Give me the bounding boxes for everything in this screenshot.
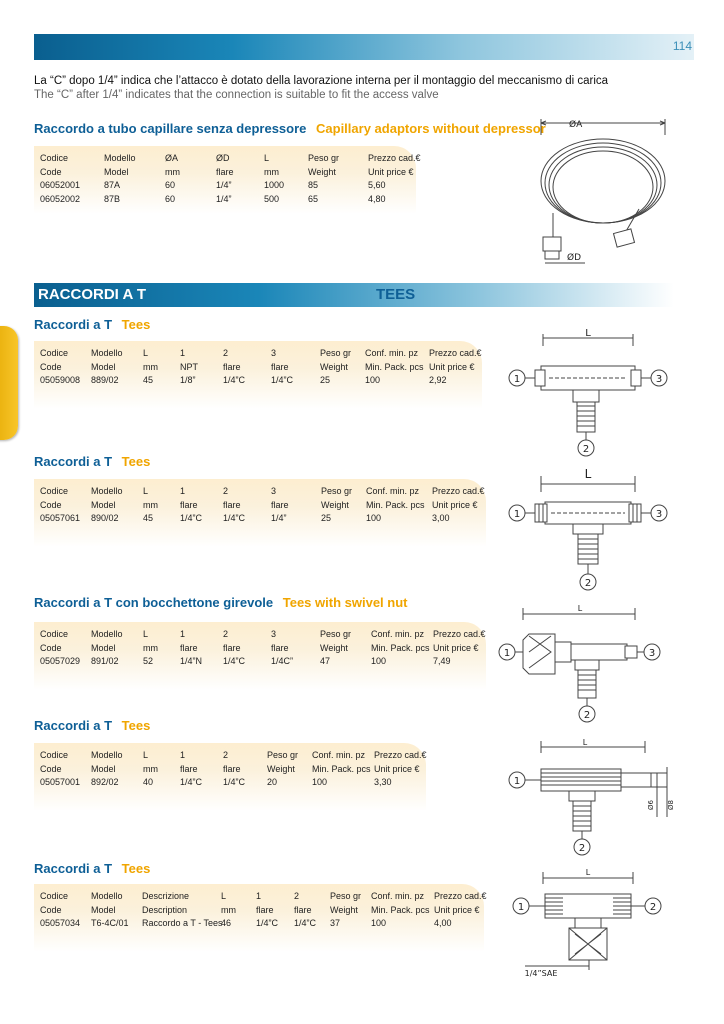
t1-title — [34, 317, 150, 332]
table-cell: Unit price € — [432, 499, 478, 510]
table-cell: Code — [40, 642, 62, 653]
table-cell: Model — [91, 642, 116, 653]
t2-title — [34, 454, 150, 469]
table-cell: L — [221, 891, 227, 901]
label-length: L — [585, 328, 591, 339]
table-cell: 46 — [221, 918, 232, 928]
table-cell: Description — [142, 904, 188, 915]
table-cell: 1 — [256, 891, 262, 901]
table-cell: 40 — [143, 777, 154, 787]
table-cell: 2 — [294, 891, 300, 901]
table-cell: 87A — [104, 180, 121, 190]
port-3-label: 3 — [655, 374, 663, 385]
table-cell: 3 — [271, 486, 277, 496]
table-cell: 500 — [264, 193, 280, 204]
t1-figure — [505, 326, 685, 460]
table-cell: 2 — [223, 348, 229, 358]
table-cell: L — [143, 348, 149, 358]
table-cell: Peso gr — [321, 486, 353, 496]
port-1-label: 1 — [503, 648, 511, 659]
port-2-label: 2 — [649, 902, 657, 913]
t3-title-en: Tees with swivel nut — [282, 595, 408, 610]
table-cell: 7,49 — [433, 656, 451, 666]
table-cell: Unit price € — [433, 642, 479, 653]
table-cell: Model — [91, 499, 116, 510]
table-cell: 65 — [308, 193, 319, 204]
table-cell: Weight — [320, 642, 348, 653]
port-1-label: 1 — [513, 776, 521, 787]
table-cell: Modello — [91, 348, 123, 358]
table-cell: flare — [180, 763, 198, 774]
table-cell: Conf. min. pz — [371, 891, 425, 901]
label-length: L — [582, 738, 588, 747]
table-cell: 3 — [271, 629, 277, 639]
table-cell: 05057029 — [40, 656, 81, 666]
table-cell: 37 — [330, 918, 341, 928]
table-cell: Weight — [308, 166, 336, 177]
t4-title-en: Tees — [121, 718, 151, 733]
table-cell: 45 — [143, 375, 154, 385]
t5-title-it: Raccordi a T — [34, 861, 113, 876]
table-cell: Min. Pack. pcs — [365, 361, 424, 372]
table-cell: 2 — [223, 629, 229, 639]
table-cell: 52 — [143, 656, 154, 666]
table-cell: flare — [223, 361, 241, 372]
table-cell: Prezzo cad.€ — [432, 486, 485, 496]
table-cell: Min. Pack. pcs — [371, 904, 430, 915]
table-cell: flare — [223, 499, 241, 510]
table-cell: Codice — [40, 891, 69, 901]
t5-title-en: Tees — [121, 861, 151, 876]
table-cell: 1/4”C — [180, 513, 203, 523]
table-cell: 85 — [308, 180, 319, 190]
table-cell: Peso gr — [308, 153, 340, 163]
table-cell: 4,00 — [434, 918, 452, 928]
table-cell: 1/4” — [216, 193, 232, 204]
table-cell: 1/4” — [216, 180, 232, 190]
t2-title-en: Tees — [121, 454, 151, 469]
table-cell: mm — [143, 361, 158, 372]
table-cell: 892/02 — [91, 777, 119, 787]
table-cell: 1/4”C — [180, 777, 203, 787]
port-2-label: 2 — [583, 710, 591, 721]
table-cell: 5,60 — [368, 180, 386, 190]
table-cell: 1/4”C — [223, 375, 246, 385]
table-cell: flare — [271, 499, 289, 510]
t4-title-it: Raccordi a T — [34, 718, 113, 733]
table-cell: 890/02 — [91, 513, 119, 523]
table-cell: Prezzo cad.€ — [429, 348, 482, 358]
label-diameter-d: ØD — [567, 253, 582, 263]
table-cell: mm — [264, 166, 279, 177]
label-sae: 1/4”SAE — [524, 969, 558, 978]
table-cell: Codice — [40, 486, 69, 496]
table-cell: L — [143, 629, 149, 639]
table-cell: 1/8” — [180, 375, 196, 385]
t4-title — [34, 718, 150, 733]
capillary-title-it: Raccordo a tubo capillare senza depressore — [34, 121, 307, 136]
label-length: L — [577, 604, 583, 613]
table-cell: 1 — [180, 486, 186, 496]
t4-figure — [505, 737, 685, 863]
table-cell: 1/4”C — [271, 375, 294, 385]
intro-english: The “C” after 1/4” indicates that the connection is suitable to fit the access valve — [34, 89, 439, 101]
table-cell: 3,00 — [432, 513, 450, 523]
t3-table — [34, 622, 486, 690]
t4-table — [34, 743, 426, 811]
header-bar — [34, 34, 694, 60]
label-diameter-a: ØA — [569, 120, 583, 130]
table-cell: Code — [40, 166, 62, 177]
table-cell: Min. Pack. pcs — [371, 642, 430, 653]
table-cell: Weight — [267, 763, 295, 774]
table-cell: Peso gr — [320, 348, 352, 358]
table-cell: 1 — [180, 629, 186, 639]
table-cell: 60 — [165, 193, 176, 204]
table-cell: Codice — [40, 348, 69, 358]
table-cell: 889/02 — [91, 375, 119, 385]
port-2-label: 2 — [578, 843, 586, 854]
tees-section-header — [34, 283, 674, 307]
table-cell: 1/4”C — [223, 777, 246, 787]
table-cell: 2 — [223, 750, 229, 760]
table-cell: Weight — [320, 361, 348, 372]
table-cell: 1 — [180, 750, 186, 760]
section-title-it: RACCORDI A T — [38, 286, 147, 303]
table-cell: mm — [165, 166, 180, 177]
t1-table — [34, 341, 482, 409]
table-cell: Prezzo cad.€ — [368, 153, 421, 163]
port-3-label: 3 — [648, 648, 656, 659]
table-cell: 45 — [143, 513, 154, 523]
intro-italian: La “C” dopo 1/4” indica che l’attacco è dotato della lavorazione interna per il montaggio del meccanismo di carica — [34, 75, 609, 87]
t1-title-it: Raccordi a T — [34, 317, 113, 332]
table-cell: 05057061 — [40, 513, 81, 523]
t2-table — [34, 479, 486, 547]
table-cell: 25 — [321, 513, 332, 523]
table-cell: 1/4C” — [271, 656, 294, 666]
table-cell: 100 — [366, 513, 382, 523]
label-length: L — [585, 868, 591, 877]
table-cell: Unit price € — [368, 166, 414, 177]
table-cell: ØD — [216, 153, 230, 163]
table-cell: Model — [91, 904, 116, 915]
table-cell: Prezzo cad.€ — [374, 750, 427, 760]
t5-title — [34, 861, 150, 876]
table-cell: 100 — [312, 777, 328, 787]
t3-title-it: Raccordi a T con bocchettone girevole — [34, 595, 274, 610]
table-cell: 1/4”C — [256, 918, 279, 928]
label-diameter-8: Ø8 — [667, 800, 675, 810]
t3-figure — [495, 600, 675, 726]
table-cell: Descrizione — [142, 891, 190, 901]
table-cell: 05057034 — [40, 918, 81, 928]
table-cell: L — [264, 153, 270, 163]
table-cell: 87B — [104, 193, 121, 204]
port-1-label: 1 — [517, 902, 525, 913]
t5-figure — [505, 866, 685, 982]
table-cell: Raccordo a T - Tees — [142, 918, 223, 928]
table-cell: Weight — [330, 904, 358, 915]
table-cell: 1/4” — [271, 513, 287, 523]
table-cell: Unit price € — [429, 361, 475, 372]
table-cell: Codice — [40, 750, 69, 760]
label-length: L — [584, 467, 592, 481]
table-cell: flare — [294, 904, 312, 915]
page-number: 114 — [672, 39, 692, 53]
table-cell: Code — [40, 499, 62, 510]
table-cell: 25 — [320, 375, 331, 385]
side-tab-marker — [0, 326, 18, 440]
table-cell: flare — [216, 166, 234, 177]
table-cell: flare — [223, 642, 241, 653]
table-cell: Conf. min. pz — [366, 486, 420, 496]
table-cell: 1/4”C — [223, 513, 246, 523]
table-cell: 100 — [365, 375, 381, 385]
t3-title — [34, 595, 407, 610]
table-cell: 1/4”C — [294, 918, 317, 928]
table-cell: 3 — [271, 348, 277, 358]
table-cell: Codice — [40, 629, 69, 639]
t2-figure — [505, 462, 685, 596]
capillary-title-en: Capillary adaptors without depressor — [316, 121, 546, 136]
t1-title-en: Tees — [121, 317, 151, 332]
table-cell: 2,92 — [429, 375, 447, 385]
table-cell: Modello — [104, 153, 136, 163]
table-cell: mm — [221, 904, 236, 915]
table-cell: 1 — [180, 348, 186, 358]
table-cell: 2 — [223, 486, 229, 496]
table-cell: Min. Pack. pcs — [366, 499, 425, 510]
table-cell: Model — [104, 166, 129, 177]
table-cell: 05059008 — [40, 375, 81, 385]
table-cell: L — [143, 750, 149, 760]
table-cell: flare — [271, 642, 289, 653]
table-cell: 100 — [371, 918, 387, 928]
table-cell: Prezzo cad.€ — [433, 629, 486, 639]
table-cell: flare — [180, 642, 198, 653]
table-cell: Min. Pack. pcs — [312, 763, 371, 774]
table-cell: Modello — [91, 750, 123, 760]
table-cell: flare — [256, 904, 274, 915]
table-cell: 1/4”N — [180, 656, 203, 666]
table-cell: Model — [91, 361, 116, 372]
label-diameter-6: Ø6 — [647, 800, 655, 810]
port-2-label: 2 — [582, 444, 590, 455]
table-cell: 3,30 — [374, 777, 392, 787]
table-cell: Codice — [40, 153, 69, 163]
port-3-label: 3 — [655, 509, 663, 520]
section-title-en: TEES — [376, 286, 416, 303]
table-cell: Modello — [91, 891, 123, 901]
table-cell: Peso gr — [320, 629, 352, 639]
table-cell: 47 — [320, 656, 331, 666]
table-cell: Modello — [91, 629, 123, 639]
capillary-table — [34, 146, 421, 214]
capillary-figure — [525, 113, 685, 273]
table-cell: Code — [40, 361, 62, 372]
table-cell: Code — [40, 904, 62, 915]
t2-title-it: Raccordi a T — [34, 454, 113, 469]
table-cell: Code — [40, 763, 62, 774]
port-2-label: 2 — [584, 578, 592, 589]
table-cell: 06052001 — [40, 180, 81, 190]
table-cell: Weight — [321, 499, 349, 510]
intro-note — [34, 74, 608, 102]
table-cell: 100 — [371, 656, 387, 666]
table-cell: Unit price € — [434, 904, 480, 915]
table-cell: 06052002 — [40, 193, 81, 204]
port-1-label: 1 — [513, 374, 521, 385]
table-cell: L — [143, 486, 149, 496]
table-cell: mm — [143, 763, 158, 774]
table-cell: Peso gr — [267, 750, 299, 760]
table-cell: Unit price € — [374, 763, 420, 774]
table-cell: Prezzo cad.€ — [434, 891, 487, 901]
capillary-title — [34, 121, 546, 136]
table-cell: Model — [91, 763, 116, 774]
table-cell: 20 — [267, 777, 278, 787]
table-cell: flare — [180, 499, 198, 510]
table-cell: flare — [271, 361, 289, 372]
table-cell: Peso gr — [330, 891, 362, 901]
table-cell: mm — [143, 499, 158, 510]
table-cell: flare — [223, 763, 241, 774]
table-cell: Conf. min. pz — [365, 348, 419, 358]
table-cell: 05057001 — [40, 777, 81, 787]
table-cell: 60 — [165, 180, 176, 190]
table-cell: 4,80 — [368, 193, 386, 204]
table-cell: NPT — [180, 361, 198, 372]
table-cell: T6-4C/01 — [91, 918, 129, 928]
table-cell: Modello — [91, 486, 123, 496]
table-cell: 891/02 — [91, 656, 119, 666]
port-1-label: 1 — [513, 509, 521, 520]
table-cell: Conf. min. pz — [371, 629, 425, 639]
table-cell: Conf. min. pz — [312, 750, 366, 760]
table-cell: mm — [143, 642, 158, 653]
table-cell: 1000 — [264, 180, 285, 190]
table-cell: ØA — [165, 153, 179, 163]
t5-table — [34, 884, 487, 952]
table-cell: 1/4”C — [223, 656, 246, 666]
